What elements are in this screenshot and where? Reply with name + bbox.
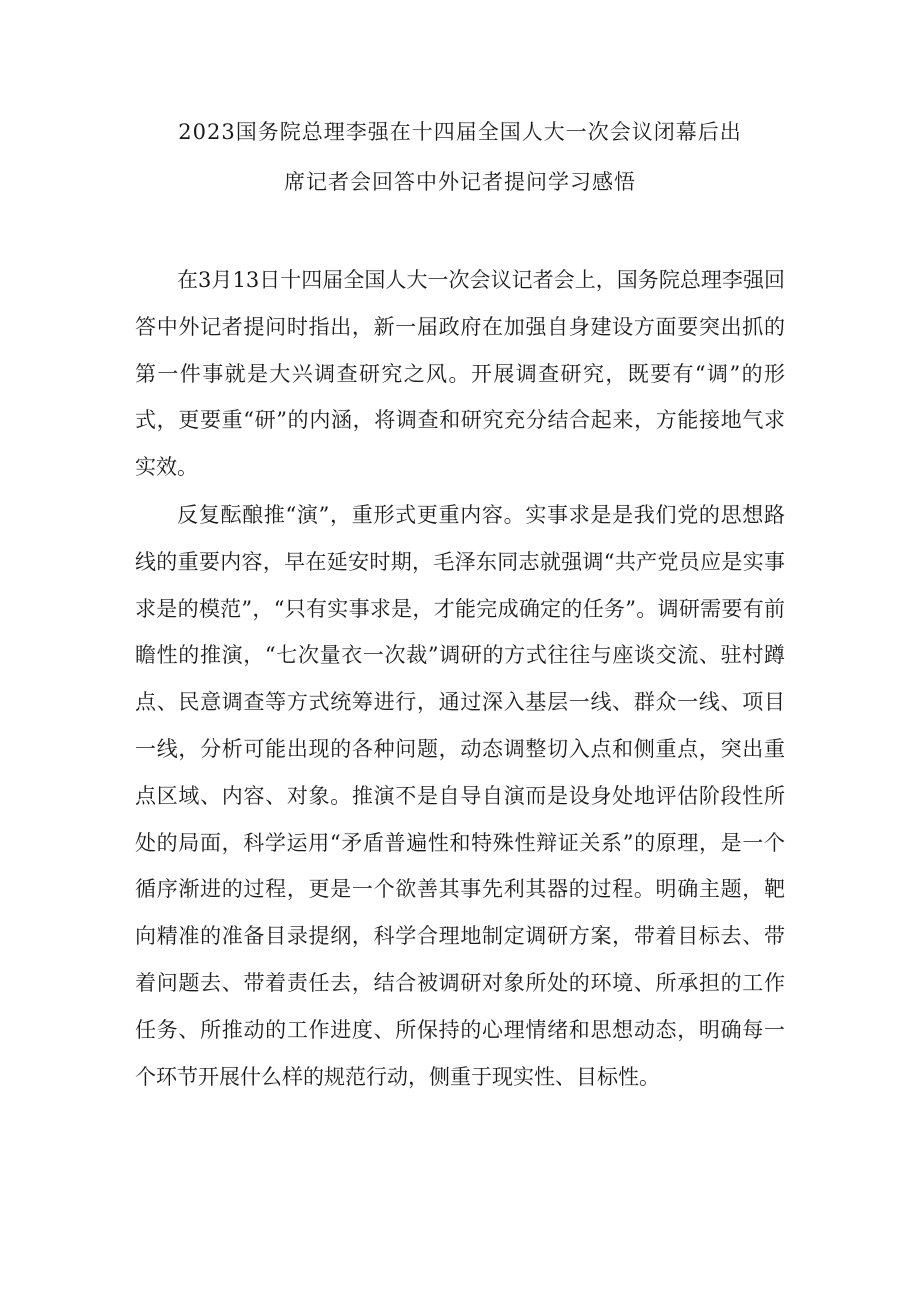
body-paragraph-2: 反复酝酿推“演”，重形式更重内容。实事求是是我们党的思想路线的重要内容，早在延安时期，毛泽东同志就强调“共产党员应是实事求是的模范”，“只有实事求是，才能完成确定的任务”。调研需要有前瞻性的推演，“七次量衣一次裁”调研的方式往往与座谈交流、驻村蹲点、民意调查等方式统筹进行，通过深入基层一线、群众一线、项目一线，分析可能出现的各种问题，动态调整切入点和侧重点，突出重点区域、内容、对象。推演不是自导自演而是设身处地评估阶段性所处的局面，科学运用“矛盾普遍性和特殊性辩证关系”的原理，是一个循序渐进的过程，更是一个欲善其事先利其器的过程。明确主题，靶向精准的准备目录提纲，科学合理地制定调研方案，带着目标去、带着问题去、带着责任去，结合被调研对象所处的环境、所承担的工作任务、所推动的工作进度、所保持的心理情绪和思想动态，明确每一个环节开展什么样的规范行动，侧重于现实性、目标性。 [135,503,785,1089]
document-title-line-1: 2023国务院总理李强在十四届全国人大一次会议闭幕后出 [178,120,742,144]
body-paragraph-1: 在3月13日十四届全国人大一次会议记者会上，国务院总理李强回答中外记者提问时指出，新一届政府在加强自身建设方面要突出抓的第一件事就是大兴调查研究之风。开展调查研究，既要有“调”的形式，更要重“研”的内涵，将调查和研究充分结合起来，方能接地气求实效。 [135,268,785,480]
document-title-line-2: 席记者会回答中外记者提问学习感悟 [284,170,636,194]
